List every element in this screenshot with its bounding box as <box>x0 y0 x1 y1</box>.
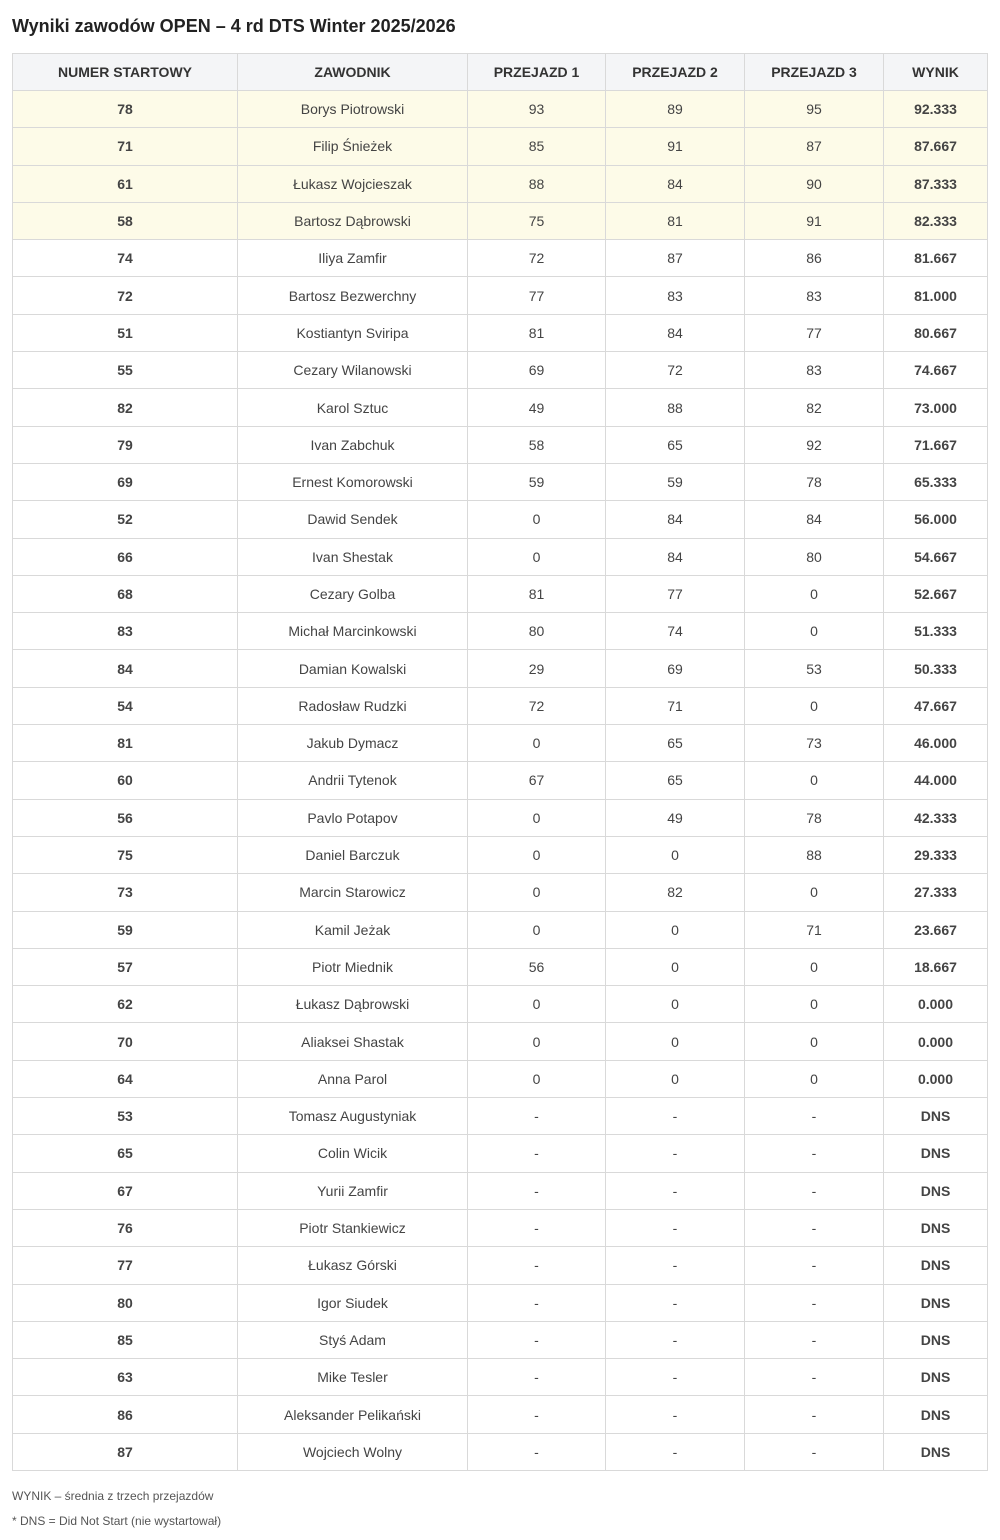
score-cell: 80.667 <box>884 314 988 351</box>
score-cell: DNS <box>884 1172 988 1209</box>
start-number-cell: 72 <box>13 277 238 314</box>
run-2-cell: 81 <box>606 202 745 239</box>
run-1-cell: 0 <box>468 725 606 762</box>
start-number-cell: 57 <box>13 948 238 985</box>
run-3-cell: 73 <box>745 725 884 762</box>
score-cell: 73.000 <box>884 389 988 426</box>
score-cell: 42.333 <box>884 799 988 836</box>
competitor-name-cell: Łukasz Dąbrowski <box>238 986 468 1023</box>
run-1-cell: 0 <box>468 1060 606 1097</box>
score-cell: 81.667 <box>884 240 988 277</box>
run-1-cell: 49 <box>468 389 606 426</box>
run-2-cell: 72 <box>606 352 745 389</box>
start-number-cell: 78 <box>13 91 238 128</box>
table-row <box>13 725 988 762</box>
run-2-cell: - <box>606 1359 745 1396</box>
competitor-name-cell: Radosław Rudzki <box>238 687 468 724</box>
competitor-name-cell: Ivan Zabchuk <box>238 426 468 463</box>
header-row <box>13 54 988 91</box>
start-number-cell: 69 <box>13 463 238 500</box>
start-number-cell: 55 <box>13 352 238 389</box>
start-number-cell: 83 <box>13 613 238 650</box>
column-header-start-number: NUMER STARTOWY <box>13 54 238 91</box>
table-row <box>13 389 988 426</box>
table-row <box>13 91 988 128</box>
table-row <box>13 911 988 948</box>
column-header-run-1: PRZEJAZD 1 <box>468 54 606 91</box>
run-1-cell: - <box>468 1321 606 1358</box>
start-number-cell: 63 <box>13 1359 238 1396</box>
table-row <box>13 575 988 612</box>
run-1-cell: 81 <box>468 575 606 612</box>
score-cell: 18.667 <box>884 948 988 985</box>
competitor-name-cell: Łukasz Górski <box>238 1247 468 1284</box>
run-3-cell: 0 <box>745 1023 884 1060</box>
table-row <box>13 1060 988 1097</box>
run-2-cell: 49 <box>606 799 745 836</box>
score-cell: 81.000 <box>884 277 988 314</box>
table-row <box>13 1172 988 1209</box>
run-1-cell: - <box>468 1284 606 1321</box>
run-2-cell: 65 <box>606 426 745 463</box>
table-row <box>13 948 988 985</box>
run-2-cell: - <box>606 1321 745 1358</box>
run-1-cell: 67 <box>468 762 606 799</box>
competitor-name-cell: Andrii Tytenok <box>238 762 468 799</box>
run-2-cell: 74 <box>606 613 745 650</box>
start-number-cell: 76 <box>13 1209 238 1246</box>
run-3-cell: 92 <box>745 426 884 463</box>
results-table <box>12 53 988 1471</box>
table-row <box>13 613 988 650</box>
score-cell: 44.000 <box>884 762 988 799</box>
run-1-cell: - <box>468 1135 606 1172</box>
competitor-name-cell: Dawid Sendek <box>238 501 468 538</box>
run-2-cell: - <box>606 1172 745 1209</box>
competitor-name-cell: Wojciech Wolny <box>238 1433 468 1470</box>
run-2-cell: 82 <box>606 874 745 911</box>
run-1-cell: 0 <box>468 874 606 911</box>
score-cell: 65.333 <box>884 463 988 500</box>
score-cell: 0.000 <box>884 986 988 1023</box>
run-1-cell: 93 <box>468 91 606 128</box>
run-2-cell: 0 <box>606 986 745 1023</box>
run-3-cell: - <box>745 1247 884 1284</box>
score-cell: 54.667 <box>884 538 988 575</box>
table-row <box>13 128 988 165</box>
competitor-name-cell: Cezary Golba <box>238 575 468 612</box>
run-1-cell: 72 <box>468 687 606 724</box>
run-3-cell: - <box>745 1359 884 1396</box>
score-cell: 0.000 <box>884 1023 988 1060</box>
run-2-cell: 84 <box>606 501 745 538</box>
score-cell: DNS <box>884 1433 988 1470</box>
run-3-cell: 53 <box>745 650 884 687</box>
start-number-cell: 79 <box>13 426 238 463</box>
start-number-cell: 82 <box>13 389 238 426</box>
table-row <box>13 1247 988 1284</box>
competitor-name-cell: Kostiantyn Sviripa <box>238 314 468 351</box>
table-row <box>13 762 988 799</box>
table-row <box>13 687 988 724</box>
start-number-cell: 51 <box>13 314 238 351</box>
table-row <box>13 836 988 873</box>
start-number-cell: 85 <box>13 1321 238 1358</box>
run-1-cell: 0 <box>468 836 606 873</box>
start-number-cell: 74 <box>13 240 238 277</box>
run-2-cell: 87 <box>606 240 745 277</box>
table-row <box>13 538 988 575</box>
score-cell: 47.667 <box>884 687 988 724</box>
start-number-cell: 80 <box>13 1284 238 1321</box>
score-cell: 74.667 <box>884 352 988 389</box>
competitor-name-cell: Łukasz Wojcieszak <box>238 165 468 202</box>
run-1-cell: 0 <box>468 501 606 538</box>
start-number-cell: 84 <box>13 650 238 687</box>
table-row <box>13 799 988 836</box>
competitor-name-cell: Filip Śnieżek <box>238 128 468 165</box>
table-row <box>13 277 988 314</box>
competitor-name-cell: Anna Parol <box>238 1060 468 1097</box>
start-number-cell: 54 <box>13 687 238 724</box>
run-1-cell: - <box>468 1098 606 1135</box>
run-2-cell: - <box>606 1247 745 1284</box>
table-row <box>13 426 988 463</box>
score-cell: 23.667 <box>884 911 988 948</box>
score-cell: 51.333 <box>884 613 988 650</box>
run-3-cell: - <box>745 1284 884 1321</box>
score-cell: 46.000 <box>884 725 988 762</box>
table-row <box>13 240 988 277</box>
run-2-cell: 83 <box>606 277 745 314</box>
run-2-cell: 89 <box>606 91 745 128</box>
run-3-cell: 0 <box>745 1060 884 1097</box>
start-number-cell: 53 <box>13 1098 238 1135</box>
run-1-cell: 0 <box>468 986 606 1023</box>
start-number-cell: 66 <box>13 538 238 575</box>
run-2-cell: 91 <box>606 128 745 165</box>
table-row <box>13 874 988 911</box>
start-number-cell: 59 <box>13 911 238 948</box>
table-row <box>13 501 988 538</box>
run-1-cell: - <box>468 1172 606 1209</box>
competitor-name-cell: Aliaksei Shastak <box>238 1023 468 1060</box>
column-header-run-2: PRZEJAZD 2 <box>606 54 745 91</box>
table-row <box>13 1098 988 1135</box>
competitor-name-cell: Styś Adam <box>238 1321 468 1358</box>
start-number-cell: 64 <box>13 1060 238 1097</box>
run-2-cell: 84 <box>606 538 745 575</box>
competitor-name-cell: Piotr Stankiewicz <box>238 1209 468 1246</box>
run-1-cell: 0 <box>468 799 606 836</box>
table-row <box>13 1396 988 1433</box>
table-row <box>13 1284 988 1321</box>
score-cell: 52.667 <box>884 575 988 612</box>
run-2-cell: 59 <box>606 463 745 500</box>
start-number-cell: 61 <box>13 165 238 202</box>
run-2-cell: 0 <box>606 1060 745 1097</box>
run-1-cell: 81 <box>468 314 606 351</box>
score-cell: DNS <box>884 1098 988 1135</box>
run-2-cell: 0 <box>606 911 745 948</box>
competitor-name-cell: Yurii Zamfir <box>238 1172 468 1209</box>
competitor-name-cell: Daniel Barczuk <box>238 836 468 873</box>
start-number-cell: 70 <box>13 1023 238 1060</box>
run-3-cell: - <box>745 1135 884 1172</box>
run-2-cell: - <box>606 1209 745 1246</box>
competitor-name-cell: Bartosz Dąbrowski <box>238 202 468 239</box>
start-number-cell: 68 <box>13 575 238 612</box>
start-number-cell: 65 <box>13 1135 238 1172</box>
start-number-cell: 71 <box>13 128 238 165</box>
competitor-name-cell: Iliya Zamfir <box>238 240 468 277</box>
run-2-cell: 65 <box>606 762 745 799</box>
start-number-cell: 75 <box>13 836 238 873</box>
competitor-name-cell: Jakub Dymacz <box>238 725 468 762</box>
run-3-cell: 80 <box>745 538 884 575</box>
column-header-score: WYNIK <box>884 54 988 91</box>
competitor-name-cell: Ivan Shestak <box>238 538 468 575</box>
run-2-cell: 65 <box>606 725 745 762</box>
run-2-cell: - <box>606 1135 745 1172</box>
start-number-cell: 58 <box>13 202 238 239</box>
start-number-cell: 62 <box>13 986 238 1023</box>
run-3-cell: 0 <box>745 613 884 650</box>
run-3-cell: 88 <box>745 836 884 873</box>
table-row <box>13 1135 988 1172</box>
table-row <box>13 1433 988 1470</box>
run-3-cell: 77 <box>745 314 884 351</box>
competitor-name-cell: Cezary Wilanowski <box>238 352 468 389</box>
run-3-cell: 90 <box>745 165 884 202</box>
table-row <box>13 165 988 202</box>
run-1-cell: 58 <box>468 426 606 463</box>
run-2-cell: - <box>606 1396 745 1433</box>
run-3-cell: 82 <box>745 389 884 426</box>
run-1-cell: - <box>468 1247 606 1284</box>
dns-footnote: * DNS = Did Not Start (nie wystartował) <box>12 1514 222 1528</box>
run-1-cell: 77 <box>468 277 606 314</box>
table-row <box>13 352 988 389</box>
run-3-cell: 0 <box>745 948 884 985</box>
start-number-cell: 86 <box>13 1396 238 1433</box>
score-cell: 0.000 <box>884 1060 988 1097</box>
run-1-cell: - <box>468 1396 606 1433</box>
run-2-cell: 0 <box>606 836 745 873</box>
table-row <box>13 463 988 500</box>
run-3-cell: 0 <box>745 986 884 1023</box>
competitor-name-cell: Mike Tesler <box>238 1359 468 1396</box>
score-cell: 50.333 <box>884 650 988 687</box>
run-3-cell: 0 <box>745 762 884 799</box>
score-cell: 71.667 <box>884 426 988 463</box>
run-3-cell: - <box>745 1209 884 1246</box>
run-1-cell: 72 <box>468 240 606 277</box>
score-cell: 87.667 <box>884 128 988 165</box>
run-2-cell: 0 <box>606 1023 745 1060</box>
run-2-cell: 84 <box>606 314 745 351</box>
page-title: Wyniki zawodów OPEN – 4 rd DTS Winter 2025/2026 <box>12 16 456 36</box>
run-3-cell: - <box>745 1098 884 1135</box>
table-header <box>13 54 988 91</box>
run-3-cell: - <box>745 1321 884 1358</box>
run-3-cell: 95 <box>745 91 884 128</box>
competitor-name-cell: Piotr Miednik <box>238 948 468 985</box>
score-cell: 27.333 <box>884 874 988 911</box>
score-cell: DNS <box>884 1284 988 1321</box>
start-number-cell: 56 <box>13 799 238 836</box>
run-3-cell: - <box>745 1433 884 1470</box>
run-3-cell: 87 <box>745 128 884 165</box>
start-number-cell: 60 <box>13 762 238 799</box>
column-header-run-3: PRZEJAZD 3 <box>745 54 884 91</box>
run-3-cell: 0 <box>745 575 884 612</box>
score-cell: DNS <box>884 1359 988 1396</box>
score-cell: 92.333 <box>884 91 988 128</box>
competitor-name-cell: Tomasz Augustyniak <box>238 1098 468 1135</box>
run-1-cell: 80 <box>468 613 606 650</box>
run-1-cell: 0 <box>468 911 606 948</box>
table-row <box>13 1023 988 1060</box>
run-3-cell: 84 <box>745 501 884 538</box>
competitor-name-cell: Igor Siudek <box>238 1284 468 1321</box>
run-3-cell: - <box>745 1172 884 1209</box>
competitor-name-cell: Bartosz Bezwerchny <box>238 277 468 314</box>
run-2-cell: - <box>606 1098 745 1135</box>
start-number-cell: 77 <box>13 1247 238 1284</box>
score-footnote: WYNIK – średnia z trzech przejazdów <box>12 1489 214 1503</box>
competitor-name-cell: Kamil Jeżak <box>238 911 468 948</box>
run-1-cell: 56 <box>468 948 606 985</box>
score-cell: DNS <box>884 1135 988 1172</box>
start-number-cell: 87 <box>13 1433 238 1470</box>
run-1-cell: 69 <box>468 352 606 389</box>
run-1-cell: 85 <box>468 128 606 165</box>
table-body <box>13 91 988 1471</box>
competitor-name-cell: Borys Piotrowski <box>238 91 468 128</box>
competitor-name-cell: Michał Marcinkowski <box>238 613 468 650</box>
score-cell: DNS <box>884 1321 988 1358</box>
competitor-name-cell: Damian Kowalski <box>238 650 468 687</box>
competitor-name-cell: Karol Sztuc <box>238 389 468 426</box>
run-3-cell: 83 <box>745 352 884 389</box>
table-row <box>13 314 988 351</box>
run-2-cell: 88 <box>606 389 745 426</box>
score-cell: 29.333 <box>884 836 988 873</box>
run-2-cell: 77 <box>606 575 745 612</box>
run-1-cell: - <box>468 1209 606 1246</box>
run-1-cell: 88 <box>468 165 606 202</box>
competitor-name-cell: Ernest Komorowski <box>238 463 468 500</box>
column-header-competitor: ZAWODNIK <box>238 54 468 91</box>
run-1-cell: 0 <box>468 1023 606 1060</box>
run-3-cell: 78 <box>745 463 884 500</box>
table-row <box>13 986 988 1023</box>
run-2-cell: - <box>606 1433 745 1470</box>
start-number-cell: 52 <box>13 501 238 538</box>
table-row <box>13 202 988 239</box>
score-cell: 87.333 <box>884 165 988 202</box>
competitor-name-cell: Marcin Starowicz <box>238 874 468 911</box>
start-number-cell: 73 <box>13 874 238 911</box>
run-3-cell: 91 <box>745 202 884 239</box>
run-1-cell: 59 <box>468 463 606 500</box>
table-row <box>13 1321 988 1358</box>
start-number-cell: 81 <box>13 725 238 762</box>
run-2-cell: 71 <box>606 687 745 724</box>
run-1-cell: - <box>468 1359 606 1396</box>
competitor-name-cell: Colin Wicik <box>238 1135 468 1172</box>
table-row <box>13 1209 988 1246</box>
run-1-cell: - <box>468 1433 606 1470</box>
run-3-cell: 78 <box>745 799 884 836</box>
run-3-cell: - <box>745 1396 884 1433</box>
run-3-cell: 0 <box>745 874 884 911</box>
competitor-name-cell: Pavlo Potapov <box>238 799 468 836</box>
run-3-cell: 83 <box>745 277 884 314</box>
run-2-cell: 0 <box>606 948 745 985</box>
competitor-name-cell: Aleksander Pelikański <box>238 1396 468 1433</box>
table-row <box>13 1359 988 1396</box>
run-1-cell: 0 <box>468 538 606 575</box>
score-cell: DNS <box>884 1209 988 1246</box>
score-cell: 56.000 <box>884 501 988 538</box>
score-cell: 82.333 <box>884 202 988 239</box>
run-3-cell: 71 <box>745 911 884 948</box>
run-3-cell: 86 <box>745 240 884 277</box>
score-cell: DNS <box>884 1247 988 1284</box>
score-cell: DNS <box>884 1396 988 1433</box>
run-2-cell: 84 <box>606 165 745 202</box>
run-1-cell: 29 <box>468 650 606 687</box>
table-row <box>13 650 988 687</box>
run-2-cell: 69 <box>606 650 745 687</box>
run-1-cell: 75 <box>468 202 606 239</box>
start-number-cell: 67 <box>13 1172 238 1209</box>
run-2-cell: - <box>606 1284 745 1321</box>
run-3-cell: 0 <box>745 687 884 724</box>
